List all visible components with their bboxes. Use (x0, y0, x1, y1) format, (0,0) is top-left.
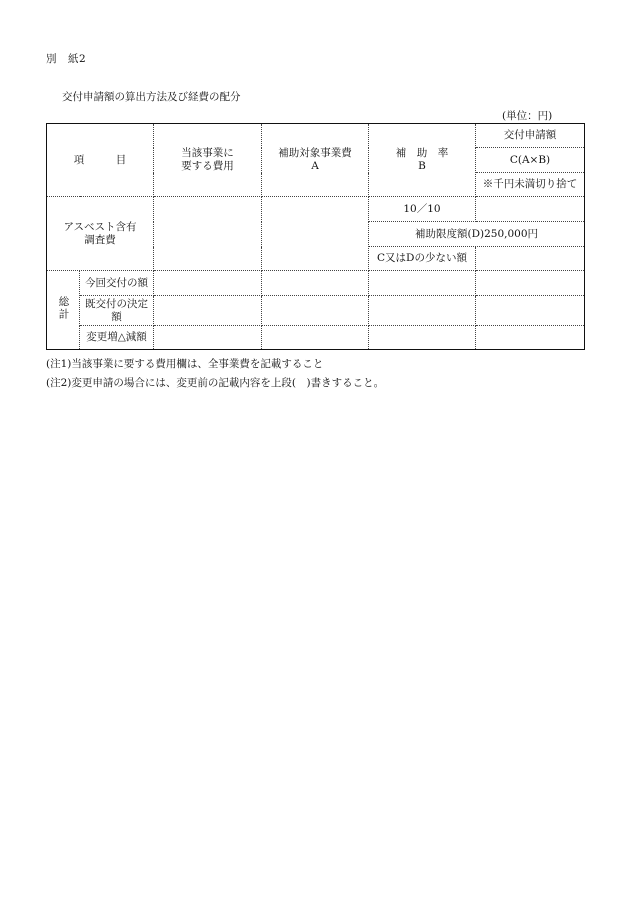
total-row-decided: 既交付の決定額 (80, 296, 154, 326)
asbestos-cost-cell (154, 197, 262, 271)
header-rate-line1: 補 助 率 (395, 147, 449, 159)
asbestos-subsidy-cell (262, 197, 369, 271)
note-2: (注2)変更申請の場合には、変更前の記載内容を上段( )書きすること。 (46, 377, 385, 389)
total-change-cost (154, 326, 262, 350)
total-row-current: 今回交付の額 (80, 271, 154, 296)
total-decided-apply (476, 296, 585, 326)
total-change-rate (369, 326, 476, 350)
header-subsidy-line1: 補助対象事業費 (278, 147, 352, 159)
asbestos-apply-cell (476, 197, 585, 222)
asbestos-rate: 10／10 (369, 197, 476, 222)
asbestos-label-line1: アスベスト含有 (63, 220, 137, 233)
total-current-rate (369, 271, 476, 296)
header-rate (369, 124, 476, 197)
header-cost-line2: 要する費用 (181, 160, 234, 172)
document-title: 交付申請額の算出方法及び経費の配分 (62, 91, 241, 103)
header-cost-line1: 当該事業に (181, 147, 234, 159)
asbestos-label (47, 197, 154, 271)
header-rate-line2: B (418, 160, 426, 172)
asbestos-limit: 補助限度額(D)250,000円 (369, 222, 585, 247)
attachment-label: 別 紙2 (46, 53, 87, 65)
total-decided-subsidy (262, 296, 369, 326)
header-item-label: 項 目 (73, 153, 127, 166)
total-current-cost (154, 271, 262, 296)
asbestos-label-line2: 調査費 (84, 233, 116, 246)
header-subsidy-line2: A (311, 160, 319, 172)
total-current-apply (476, 271, 585, 296)
total-change-apply (476, 326, 585, 350)
asbestos-lesser-value-cell (476, 247, 585, 271)
total-label-text: 総計 (57, 295, 70, 321)
allocation-table (46, 123, 585, 350)
header-cost (154, 124, 262, 197)
header-rounding-note: ※千円未満切り捨て (476, 173, 585, 197)
header-formula: C(A×B) (476, 148, 585, 173)
asbestos-lesser: C又はDの少ない額 (369, 247, 476, 271)
total-decided-cost (154, 296, 262, 326)
note-1: (注1)当該事業に要する費用欄は、全事業費を記載すること (46, 358, 324, 370)
total-row-change: 変更増△減額 (80, 326, 154, 350)
header-subsidy-target (262, 124, 369, 197)
total-change-subsidy (262, 326, 369, 350)
total-decided-rate (369, 296, 476, 326)
total-label (47, 271, 80, 350)
header-apply-amount: 交付申請額 (476, 124, 585, 148)
unit-label: (単位：円) (502, 110, 553, 122)
total-current-subsidy (262, 271, 369, 296)
header-item (47, 124, 154, 197)
